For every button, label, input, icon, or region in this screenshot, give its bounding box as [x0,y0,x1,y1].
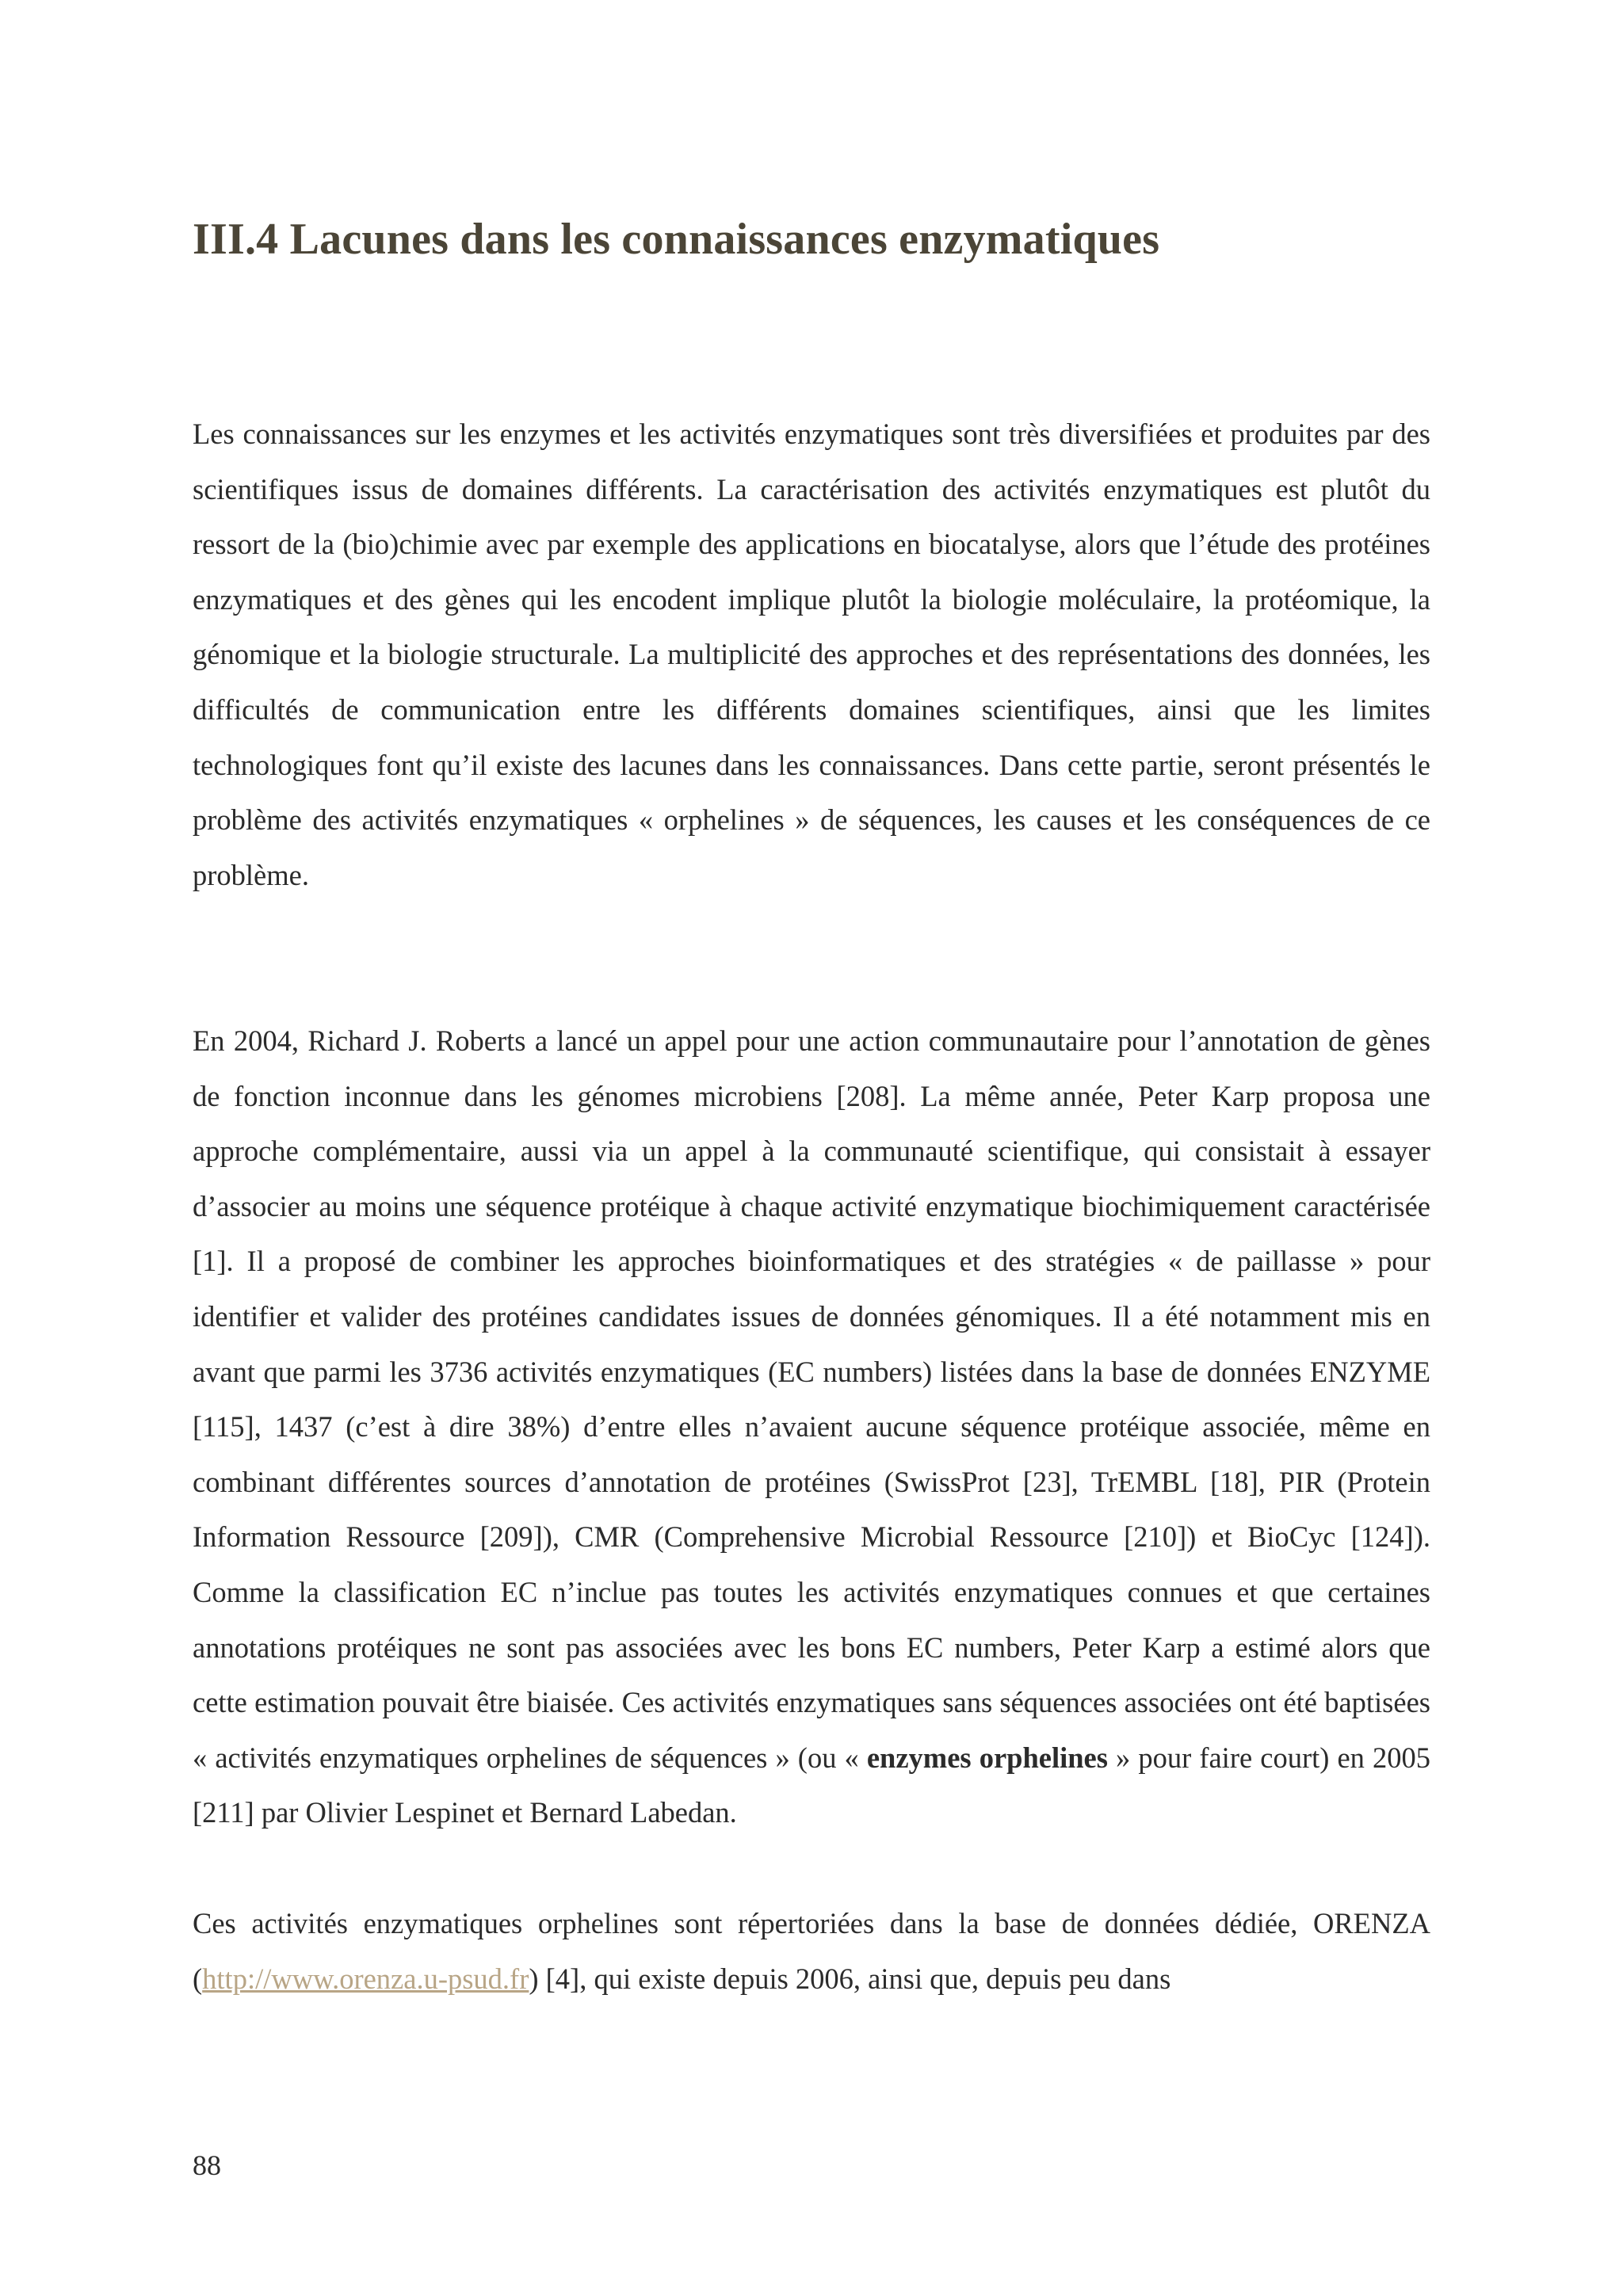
paragraph-history-text: En 2004, Richard J. Roberts a lancé un appel pour une action communautaire pour l’annotation de gènes de fonction inconnue dans les génomes microbiens [208]. La même année, Peter Karp proposa une approche complémentaire, aussi via un appel à la communauté scientifique, qui consistait à essayer d’associer au moins une séquence protéique à chaque activité enzymatique biochimiquement caractérisée [1]. Il a proposé de combiner les approches bioinformatiques et des stratégies « de paillasse » pour identifier et valider des protéines candidates issues de données génomiques. Il a été notamment mis en avant que parmi les 3736 activités enzymatiques (EC numbers) listées dans la base de données ENZYME [115], 1437 (c’est à dire 38%) d’entre elles n’avaient aucune séquence protéique associée, même en combinant différentes sources d’annotation de protéines (SwissProt [23], TrEMBL [18], PIR (Protein Information Ressource [209]), CMR (Comprehensive Microbial Ressource [210]) et BioCyc [124]). Comme la classification EC n’inclue pas toutes les activités enzymatiques connues et que certaines annotations protéiques ne sont pas associées avec les bons EC numbers, Peter Karp a estimé alors que cette estimation pouvait être biaisée. Ces activités enzymatiques sans séquences associées ont été baptisées « activités enzymatiques orphelines de séquences » (ou « [193,1024,1430,1774]
orenza-link[interactable]: http://www.orenza.u-psud.fr [202,1962,529,1995]
paragraph-intro-text: Les connaissances sur les enzymes et les activités enzymatiques sont très diversifiées et produites par des scientifiques issus de domaines différents. La caractérisation des activités enzymatiques est plutôt du ressort de la (bio)chimie avec par exemple des applications en biocatalyse, alors que l’étude des protéines enzymatiques et des gènes qui les encodent implique plutôt la biologie moléculaire, la protéomique, la génomique et la biologie structurale. La multiplicité des approches et des représentations des données, les difficultés de communication entre les différents domaines scientifiques, ainsi que les limites technologiques font qu’il existe des lacunes dans les connaissances. Dans cette partie, seront présentés le problème des activités enzymatiques « orphelines » de séquences, les causes et les conséquences de ce problème. [193,418,1430,891]
paragraph-orenza [193,1896,1430,2006]
paragraph-orenza-text: Ces activités enzymatiques orphelines sont répertoriées dans la base de données dédiée, ORENZA ( [193,1907,1430,1995]
paragraph-history [193,1013,1430,1840]
page-number: 88 [193,2149,221,2181]
paragraph-orenza-tail: ) [4], qui existe depuis 2006, ainsi que, depuis peu dans [529,1962,1171,1995]
bold-term: enzymes orphelines [866,1741,1108,1774]
paragraph-history-tail: » pour faire court) en 2005 [211] par Olivier Lespinet et Bernard Labedan. [193,1741,1431,1829]
section-heading: III.4 Lacunes dans les connaissances enzymatiques [193,215,1160,264]
paragraph-intro [193,406,1430,902]
